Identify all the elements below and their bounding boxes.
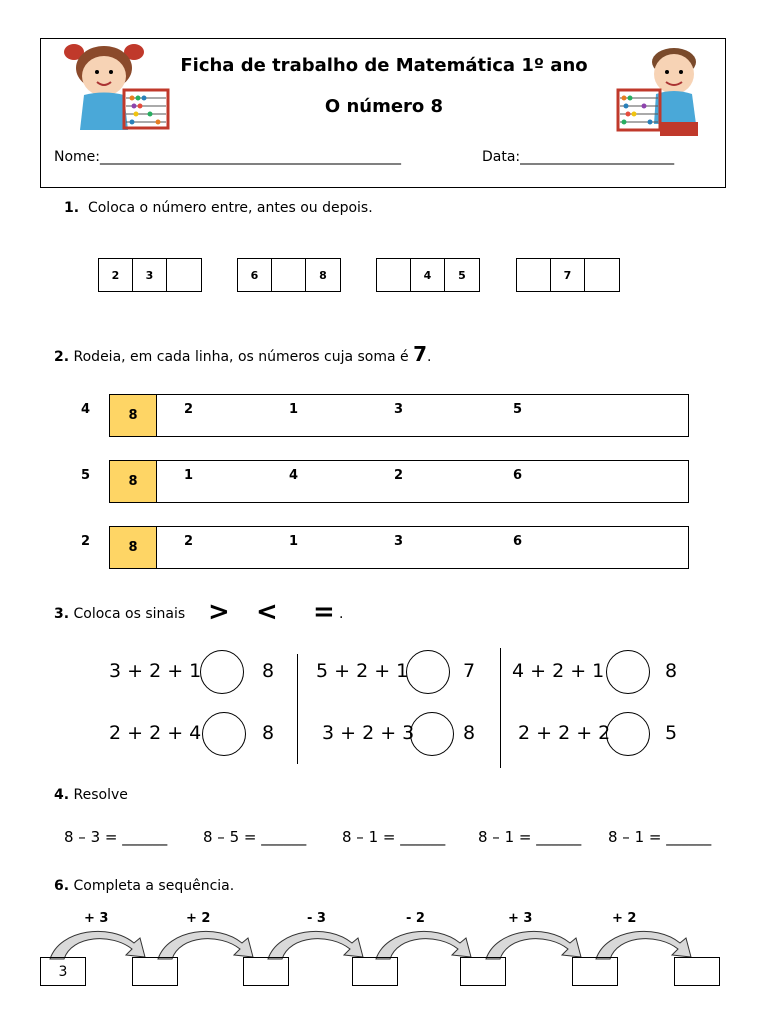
row-number[interactable]: 2 — [184, 402, 194, 417]
worksheet-title: Ficha de trabalho de Matemática 1º ano — [180, 55, 588, 76]
sequence-operation: + 2 — [186, 911, 211, 926]
number-sequence-group — [376, 258, 480, 292]
sequence-box[interactable] — [572, 957, 618, 986]
exercise-3-title — [54, 606, 185, 622]
row-number[interactable]: 1 — [289, 402, 299, 417]
exercise-instruction: Completa a sequência. — [73, 878, 235, 894]
sequence-box[interactable] — [243, 957, 289, 986]
exercise-instruction: Resolve — [73, 787, 128, 803]
blank-cell[interactable] — [377, 259, 411, 291]
comparison-value: 7 — [463, 660, 476, 682]
row-number[interactable]: 6 — [513, 534, 523, 549]
row-number[interactable]: 3 — [394, 534, 404, 549]
number-cell: 3 — [133, 259, 167, 291]
sequence-box[interactable] — [460, 957, 506, 986]
blank-cell[interactable] — [585, 259, 619, 291]
row-start-number: 8 — [110, 395, 157, 436]
number-cell: 8 — [319, 268, 327, 282]
sequence-operation: - 3 — [307, 911, 326, 926]
subtraction-problem[interactable]: 8 – 1 = ______ — [478, 828, 582, 846]
less-than-sign: < — [256, 597, 278, 627]
number-sequence-group — [516, 258, 620, 292]
blank-cell[interactable] — [167, 259, 201, 291]
number-row — [81, 460, 689, 503]
worksheet-subtitle: O número 8 — [324, 96, 444, 117]
answer-circle[interactable] — [606, 712, 650, 756]
exercise-1-title — [64, 200, 373, 216]
answer-circle[interactable] — [406, 650, 450, 694]
row-start-number: 8 — [110, 461, 157, 502]
comparison-value: 8 — [463, 722, 476, 744]
instruction-end: . — [427, 349, 432, 365]
equals-sign: = — [313, 597, 335, 627]
sequence-box: 3 — [40, 957, 86, 986]
row-number[interactable]: 6 — [513, 468, 523, 483]
exercise-2-title — [54, 342, 431, 366]
comparison-value: 5 — [665, 722, 678, 744]
curved-arrow-icon — [158, 931, 253, 959]
number-row — [81, 394, 689, 437]
exercise-number: 2. — [54, 349, 70, 365]
curved-arrow-icon — [50, 931, 145, 959]
exercise-instruction: Coloca os sinais — [73, 606, 186, 622]
number-cell: 6 — [238, 259, 272, 291]
number-cell: 5 — [458, 268, 466, 282]
number-row — [81, 526, 689, 569]
answer-circle[interactable] — [410, 712, 454, 756]
comparison-expression: 3 + 2 + 3 — [322, 722, 415, 744]
row-number[interactable]: 4 — [289, 468, 299, 483]
sequence-operation: + 2 — [612, 911, 637, 926]
exercise-6-title — [54, 878, 234, 894]
comparison-value: 8 — [262, 660, 275, 682]
subtraction-problem[interactable]: 8 – 5 = ______ — [203, 828, 307, 846]
exercise-instruction: Rodeia, em cada linha, os números cuja soma é — [73, 349, 409, 365]
comparison-value: 8 — [665, 660, 678, 682]
curved-arrow-icon — [486, 931, 581, 959]
row-number[interactable]: 4 — [81, 402, 91, 417]
row-number[interactable]: 5 — [81, 468, 91, 483]
row-number[interactable]: 2 — [81, 534, 91, 549]
comparison-expression: 2 + 2 + 4 — [109, 722, 202, 744]
instruction-end: . — [339, 606, 344, 622]
subtraction-problem[interactable]: 8 – 3 = ______ — [64, 828, 168, 846]
blank-cell[interactable] — [272, 259, 306, 291]
answer-circle[interactable] — [202, 712, 246, 756]
date-field[interactable]: Data:______________________ — [482, 149, 675, 165]
row-number[interactable]: 1 — [289, 534, 299, 549]
sequence-operation: + 3 — [508, 911, 533, 926]
row-number[interactable]: 3 — [394, 402, 404, 417]
curved-arrow-icon — [268, 931, 363, 959]
sequence-box[interactable] — [674, 957, 720, 986]
comparison-expression: 4 + 2 + 1 — [512, 660, 605, 682]
column-divider — [500, 648, 501, 768]
target-number: 7 — [413, 342, 428, 366]
greater-than-sign: > — [208, 597, 230, 627]
exercise-number: 3. — [54, 606, 70, 622]
blank-cell[interactable] — [517, 259, 551, 291]
name-field[interactable]: Nome:___________________________________________ — [54, 149, 402, 165]
row-number[interactable]: 1 — [184, 468, 194, 483]
comparison-expression: 2 + 2 + 2 — [518, 722, 611, 744]
sequence-operation: - 2 — [406, 911, 425, 926]
exercise-number: 6. — [54, 878, 70, 894]
number-cell: 2 — [99, 259, 133, 291]
exercise-4-title — [54, 787, 128, 803]
subtraction-problem[interactable]: 8 – 1 = ______ — [608, 828, 712, 846]
sequence-box[interactable] — [352, 957, 398, 986]
answer-circle[interactable] — [606, 650, 650, 694]
answer-circle[interactable] — [200, 650, 244, 694]
curved-arrow-icon — [596, 931, 691, 959]
number-sequence-group — [98, 258, 202, 292]
sequence-box[interactable] — [132, 957, 178, 986]
comparison-value: 8 — [262, 722, 275, 744]
row-number[interactable]: 2 — [394, 468, 404, 483]
number-cell: 7 — [551, 259, 585, 291]
exercise-number: 1. — [64, 200, 80, 216]
exercise-instruction: Coloca o número entre, antes ou depois. — [87, 200, 373, 216]
sequence-operation: + 3 — [84, 911, 109, 926]
comparison-expression: 3 + 2 + 1 — [109, 660, 202, 682]
number-sequence-group — [237, 258, 341, 292]
number-cell: 4 — [411, 259, 445, 291]
column-divider — [297, 654, 298, 764]
comparison-expression: 5 + 2 + 1 — [316, 660, 409, 682]
subtraction-problem[interactable]: 8 – 1 = ______ — [342, 828, 446, 846]
row-number[interactable]: 5 — [513, 402, 523, 417]
curved-arrow-icon — [376, 931, 471, 959]
exercise-number: 4. — [54, 787, 70, 803]
row-number[interactable]: 2 — [184, 534, 194, 549]
row-start-number: 8 — [110, 527, 157, 568]
